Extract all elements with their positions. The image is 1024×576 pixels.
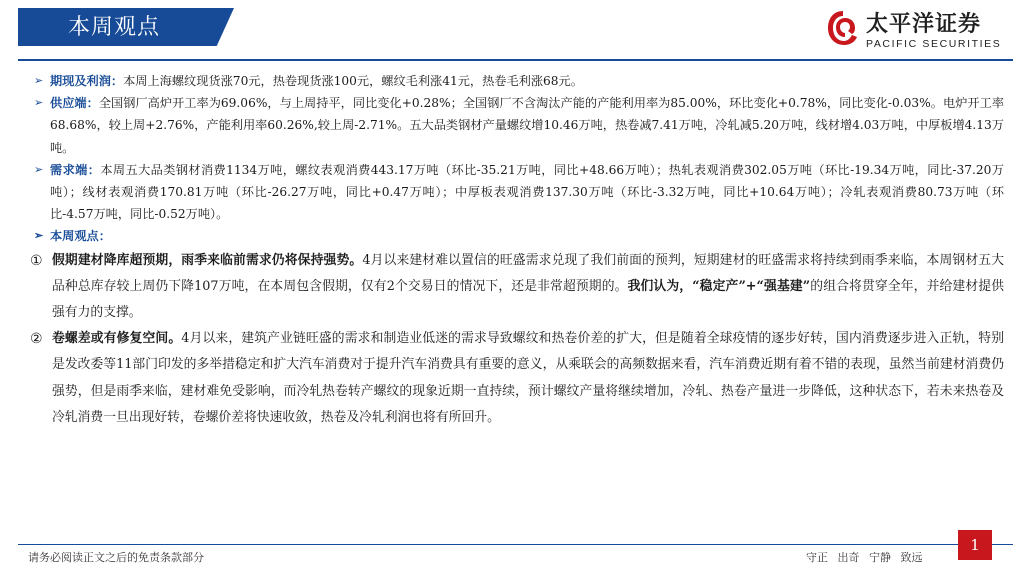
demand-label: 需求端： — [50, 162, 101, 177]
price-label: 期现及利润： — [50, 74, 124, 88]
logo-name-cn: 太平洋证券 — [866, 12, 982, 37]
point-1-text: 4月以来建材难以置信的旺盛需求兑现了我们前面的预判，短期建材的旺盛需求将持续到雨季来临，本周钢材五大品种总库存较上周仍下降107万吨，在本周包含假期，仅有2个交易日的情况下，还是非常超预期的。 — [52, 252, 1004, 294]
price-paragraph — [28, 70, 1004, 92]
arrow-bullet-icon: ➢ — [34, 96, 44, 110]
supply-text: 全国钢厂高炉开工率为69.06%，与上周持平，同比变化+0.28%；全国钢厂不含淘汰产能的产能利用率为85.00%，环比变化+0.78%，同比变化-0.03%。电炉开工率68.68%，较上周+2.76%，产能利用率60.26%,较上周-2.71%。五大品类钢材产量螺纹增10.46万吨，热卷减7.41万吨，冷轧减5.20万吨，线材增4.03万吨，中厚板增4.13万吨。 — [50, 96, 1005, 155]
supply-label: 供应端： — [50, 96, 99, 111]
arrow-bullet-icon: ➢ — [34, 74, 44, 87]
company-motto: 守正 出奇 宁静 致远 — [806, 551, 923, 564]
view-point-2 — [28, 326, 1004, 431]
logo-name-en: PACIFIC SECURITIES — [866, 38, 1002, 50]
view-label: 本周观点： — [50, 229, 111, 244]
page-title: 本周观点 — [68, 15, 161, 40]
arrow-bullet-icon: ➢ — [34, 162, 44, 176]
point-1-tail: 的组合将贯穿全年，并给建材提供强有力的支撑。 — [52, 278, 1004, 321]
supply-paragraph — [28, 92, 1004, 159]
point-1-bold-tail: 我们认为，“稳定产”+“强基建” — [627, 278, 811, 294]
point-2-text: 4月以来，建筑产业链旺盛的需求和制造业低迷的需求导致螺纹和热卷价差的扩大，但是随着全球疫情的逐步好转，国内消费逐步进入正轨，特别是发改委等11部门印发的多举措稳定和扩大汽车消费对于提升汽车消费具有重要的意义，从乘联会的高频数据来看，汽车消费近期有着不错的表现，虽然当前建材消费仍强势，但是雨季来临，建材难免受影响，而冷轧热卷转产螺纹的现象近期一直持续，预计螺纹产量将继续增加，冷轧、热卷产量进一步降低，这种状态下，若未来热卷及冷轧消费一旦出现好转，卷螺价差将快速收敛，热卷及冷轧利润也将有所回升。 — [52, 331, 1004, 425]
page-number: 1 — [958, 530, 992, 560]
point-1-lead: 假期建材降库超预期，雨季来临前需求仍将保持强势。 — [52, 252, 363, 268]
demand-paragraph — [28, 159, 1004, 226]
company-logo — [826, 6, 1016, 54]
point-number: ① — [30, 252, 43, 269]
disclaimer-note: 请务必阅读正文之后的免责条款部分 — [28, 551, 204, 564]
point-2-lead: 卷螺差或有修复空间。 — [52, 331, 182, 347]
arrow-bullet-icon: ➢ — [34, 229, 44, 243]
footer-divider — [18, 544, 1013, 545]
demand-text: 本周五大品类钢材消费1134万吨，螺纹表观消费443.17万吨（环比-35.21万吨，同比+48.66万吨）；热轧表观消费302.05万吨（环比-19.34万吨，同比-37.20万吨）；线材表观消费170.81万吨（环比-26.27万吨，同比+0.47万吨）；中厚板表观消费137.30万吨（环比-3.32万吨，同比+10.64万吨）；冷轧表观消费80.73万吨（环比-4.57万吨，同比-0.52万吨）。 — [50, 162, 1004, 222]
pacific-securities-logo-icon — [826, 8, 860, 48]
header-divider — [18, 59, 1013, 61]
report-body — [28, 70, 1004, 431]
view-point-1 — [28, 248, 1004, 327]
view-heading — [28, 225, 1004, 247]
point-number: ② — [30, 331, 43, 348]
price-text: 本周上海螺纹现货涨70元，热卷现货涨100元，螺纹毛利涨41元，热卷毛利涨68元。 — [123, 74, 583, 88]
